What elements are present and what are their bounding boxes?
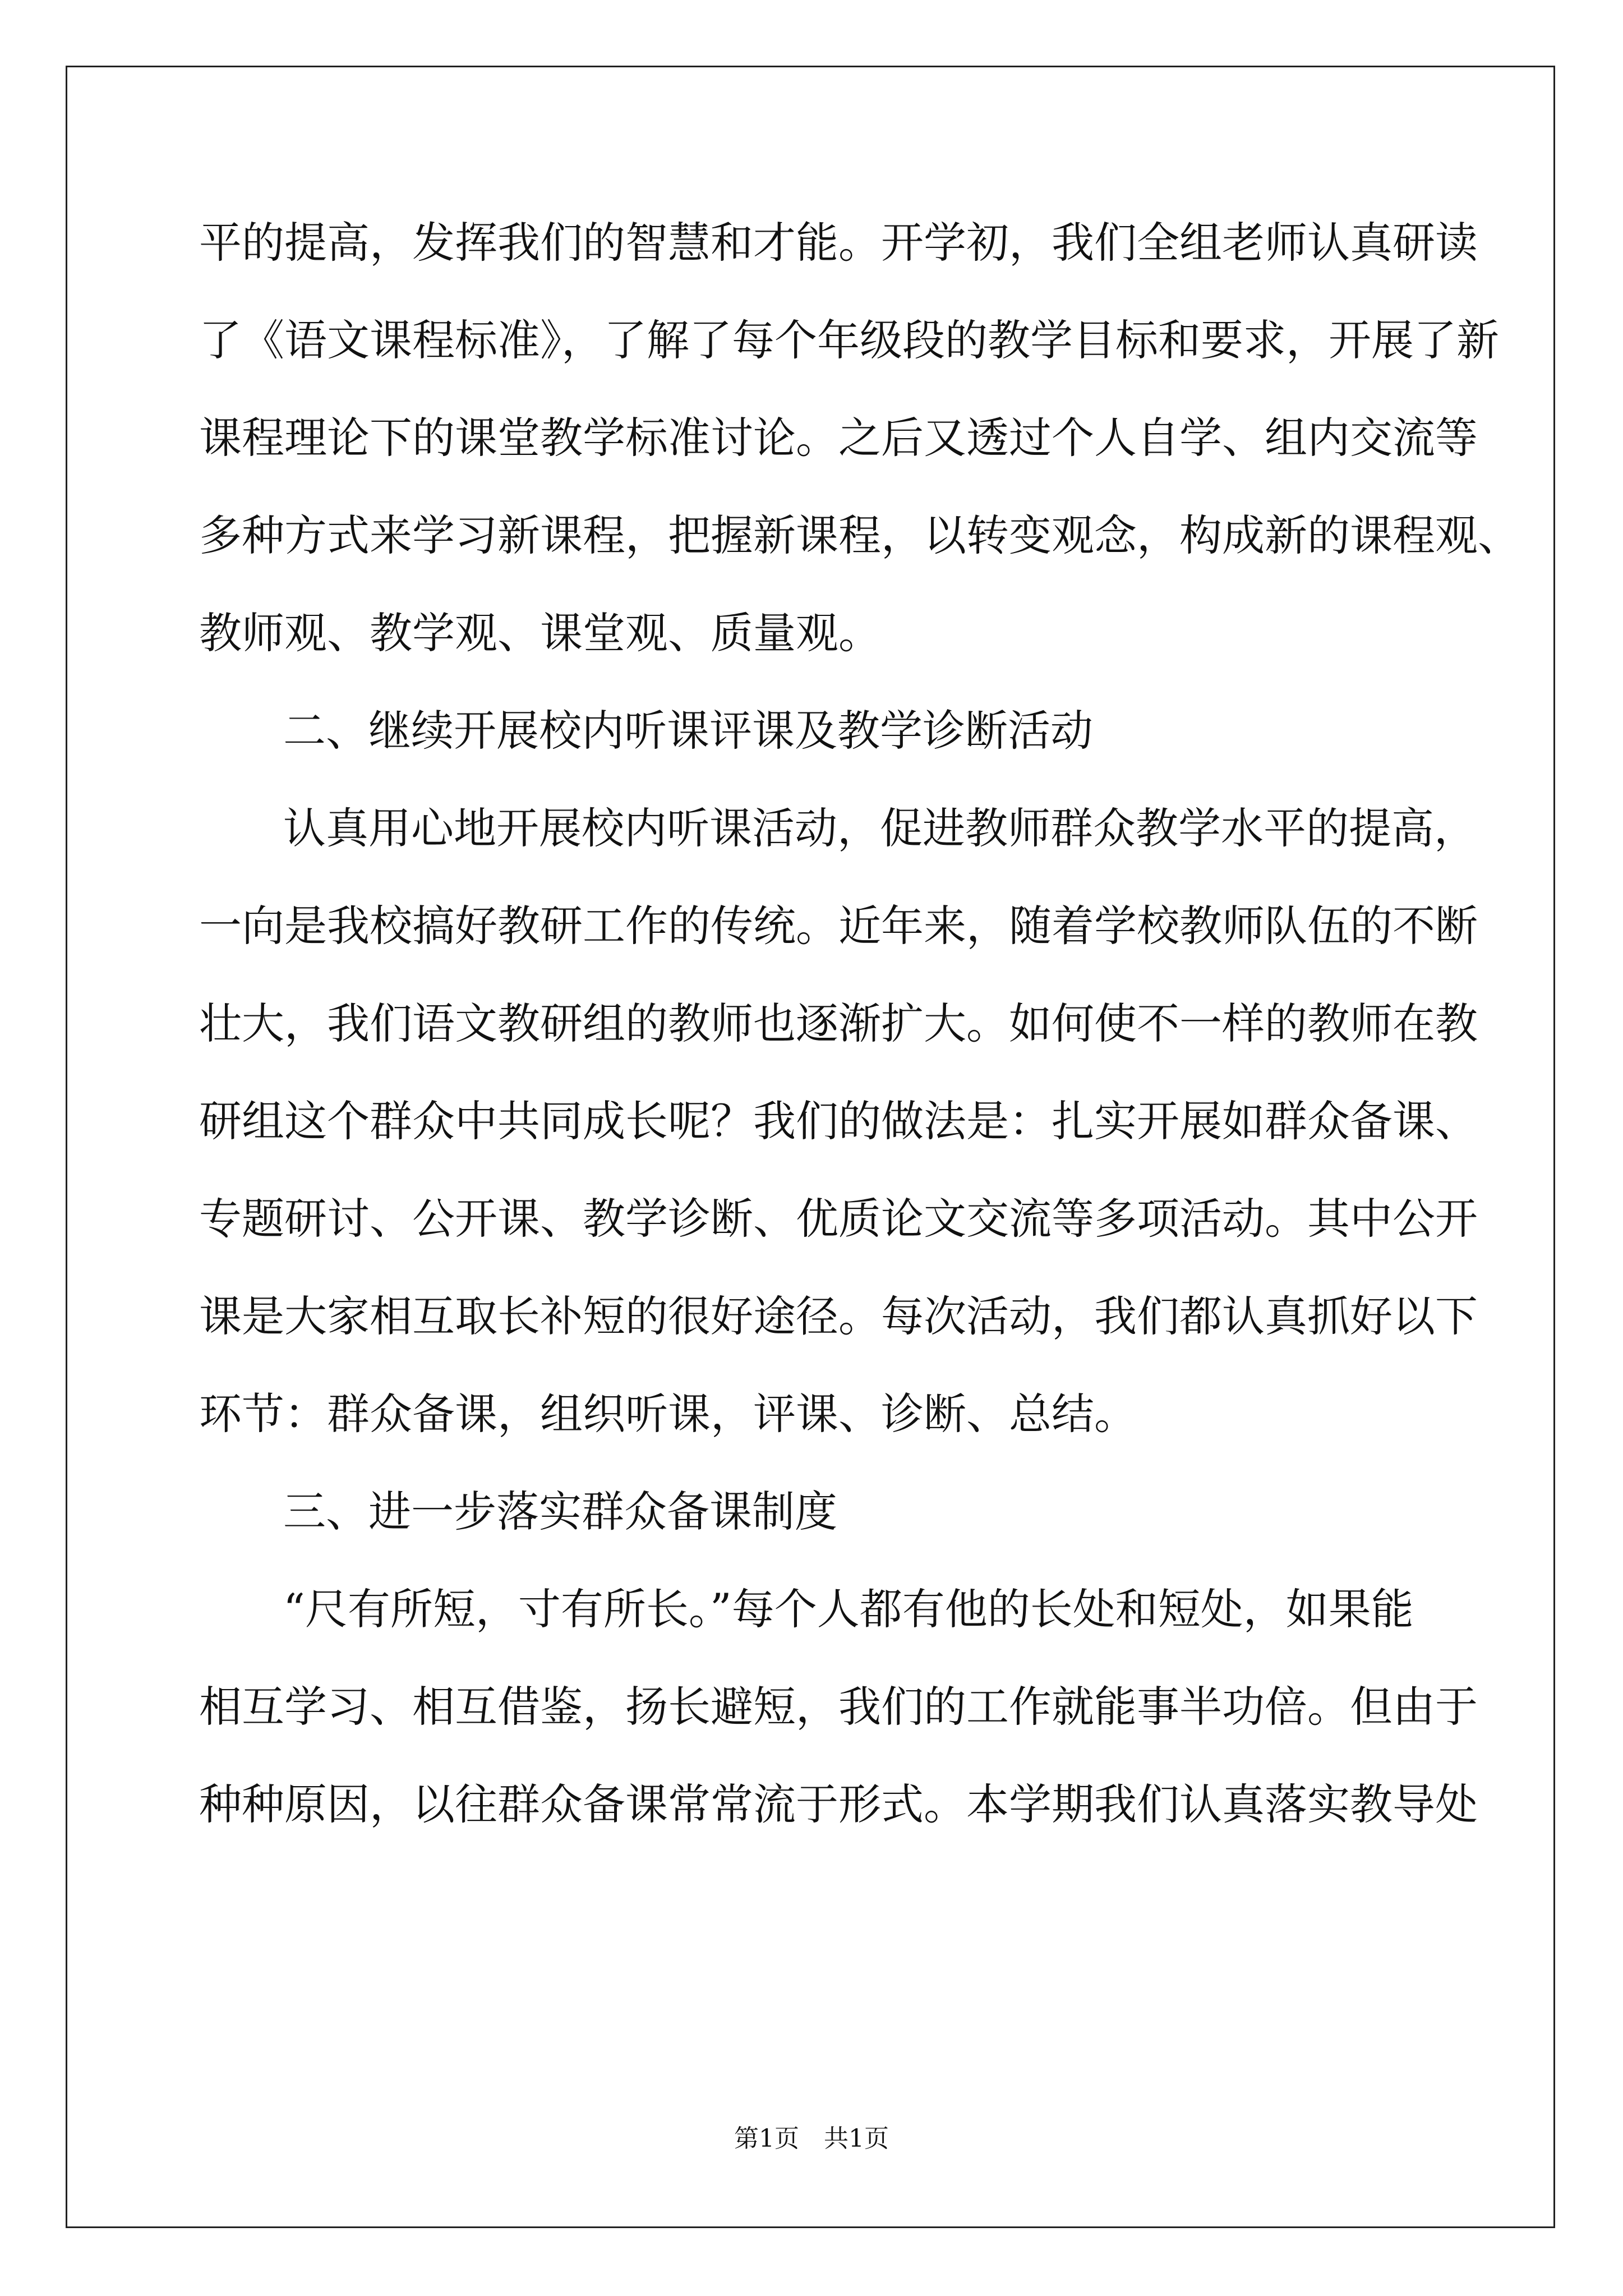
- text-line: 了《语文课程标准》，了解了每个年级段的教学目标和要求，开展了新: [199, 315, 1499, 365]
- section-heading: 二、继续开展校内听课评课及教学诊断活动: [283, 706, 1093, 756]
- text-line: 一向是我校搞好教研工作的传统。近年来，随着学校教师队伍的不断: [199, 901, 1478, 951]
- text-line: 课程理论下的课堂教学标准讨论。之后又透过个人自学、组内交流等: [199, 413, 1478, 463]
- text-line: 环节：群众备课，组织听课，评课、诊断、总结。: [199, 1389, 1137, 1439]
- text-line: “尺有所短，寸有所长。”每个人都有他的长处和短处，如果能: [283, 1584, 1414, 1634]
- text-line: 教师观、教学观、课堂观、质量观。: [199, 608, 881, 658]
- page-footer: 第1页 共1页: [734, 2124, 889, 2153]
- text-line: 多种方式来学习新课程，把握新课程，以转变观念，构成新的课程观、: [199, 510, 1520, 560]
- text-line: 相互学习、相互借鉴，扬长避短，我们的工作就能事半功倍。但由于: [199, 1682, 1478, 1732]
- text-line: 种种原因，以往群众备课常常流于形式。本学期我们认真落实教导处: [199, 1779, 1478, 1829]
- text-line: 课是大家相互取长补短的很好途径。每次活动，我们都认真抓好以下: [199, 1291, 1478, 1341]
- document-body: [199, 216, 1520, 1875]
- text-line: 研组这个群众中共同成长呢？我们的做法是：扎实开展如群众备课、: [199, 1096, 1478, 1146]
- text-line: 壮大，我们语文教研组的教师也逐渐扩大。如何使不一样的教师在教: [199, 999, 1478, 1048]
- text-line: 认真用心地开展校内听课活动，促进教师群众教学水平的提高，: [283, 803, 1477, 853]
- section-heading: 三、进一步落实群众备课制度: [283, 1487, 837, 1536]
- text-line: 专题研讨、公开课、教学诊断、优质论文交流等多项活动。其中公开: [199, 1194, 1478, 1244]
- text-line: 平的提高，发挥我们的智慧和才能。开学初，我们全组老师认真研读: [199, 218, 1478, 268]
